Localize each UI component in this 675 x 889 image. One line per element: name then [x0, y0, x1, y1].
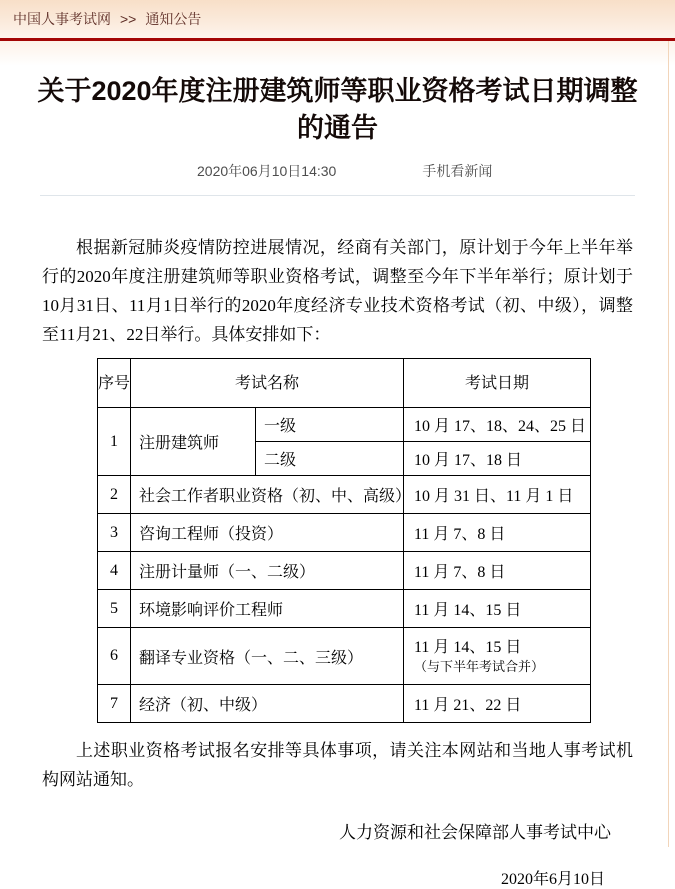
breadcrumb [13, 9, 201, 29]
article [0, 73, 675, 889]
cell-row4-date: 11 月 7、8 日 [404, 552, 591, 590]
publish-time: 2020年06月10日14:30 [197, 163, 337, 179]
cell-row6-date-note: （与下半年考试合并） [414, 659, 545, 674]
table-row [98, 628, 591, 685]
cell-row4-no: 4 [98, 552, 131, 590]
cell-row5-date: 11 月 14、15 日 [404, 590, 591, 628]
table-row [98, 590, 591, 628]
page-title: 关于2020年度注册建筑师等职业资格考试日期调整的通告 [37, 76, 638, 143]
cell-row3-no: 3 [98, 514, 131, 552]
table-row [98, 552, 591, 590]
cell-row4-name: 注册计量师（一、二级） [131, 552, 404, 590]
cell-row7-no: 7 [98, 685, 131, 723]
content-right-border [668, 41, 669, 847]
intro-paragraph: 根据新冠肺炎疫情防控进展情况，经商有关部门，原计划于今年上半年举行的2020年度注册建筑师等职业资格考试，调整至今年下半年举行；原计划于10月31日、11月1日举行的2020年度经济专业技术资格考试（初、中级），调整至11月21、22日举行。具体安排如下： [42, 238, 633, 344]
cell-row7-name: 经济（初、中级） [131, 685, 404, 723]
cell-row3-name: 咨询工程师（投资） [131, 514, 404, 552]
cell-row3-date: 11 月 7、8 日 [404, 514, 591, 552]
table-row [98, 514, 591, 552]
cell-row2-date: 10 月 31 日、11 月 1 日 [404, 476, 591, 514]
outro-paragraph: 上述职业资格考试报名安排等具体事项，请关注本网站和当地人事考试机构网站通知。 [42, 741, 633, 789]
breadcrumb-site-link[interactable]: 中国人事考试网 [13, 11, 111, 27]
breadcrumb-section-link[interactable]: 通知公告 [145, 11, 202, 27]
cell-row6-no: 6 [98, 628, 131, 685]
breadcrumb-separator: >> [120, 11, 137, 27]
cell-row1-level1: 一级 [256, 408, 404, 442]
table-row [98, 685, 591, 723]
header-cell-date: 考试日期 [404, 359, 591, 408]
cell-row2-no: 2 [98, 476, 131, 514]
cell-row6-date [404, 628, 591, 685]
signature-date: 2020年6月10日 [500, 871, 605, 888]
cell-row6-name: 翻译专业资格（一、二、三级） [131, 628, 404, 685]
header-fade [0, 41, 675, 66]
article-meta [197, 161, 675, 181]
cell-row1-date1: 10 月 17、18、24、25 日 [404, 408, 591, 442]
cell-row2-name: 社会工作者职业资格（初、中、高级） [131, 476, 404, 514]
cell-row1-name: 注册建筑师 [131, 408, 256, 476]
header-cell-no: 序号 [98, 359, 131, 408]
cell-row5-name: 环境影响评价工程师 [131, 590, 404, 628]
cell-row1-no: 1 [98, 408, 131, 476]
cell-row6-date-main: 11 月 14、15 日 [414, 639, 522, 656]
table-header-row [98, 359, 591, 408]
cell-row1-date2: 10 月 17、18 日 [404, 442, 591, 476]
table-row [98, 408, 591, 442]
cell-row5-no: 5 [98, 590, 131, 628]
site-header [0, 0, 675, 38]
exam-schedule-table [97, 358, 591, 723]
table-row [98, 476, 591, 514]
meta-divider [40, 195, 635, 196]
cell-row7-date: 11 月 21、22 日 [404, 685, 591, 723]
cell-row1-level2: 二级 [256, 442, 404, 476]
signature: 人力资源和社会保障部人事考试中心 [339, 823, 611, 842]
mobile-news-link[interactable]: 手机看新闻 [422, 163, 493, 179]
header-cell-name: 考试名称 [131, 359, 404, 408]
